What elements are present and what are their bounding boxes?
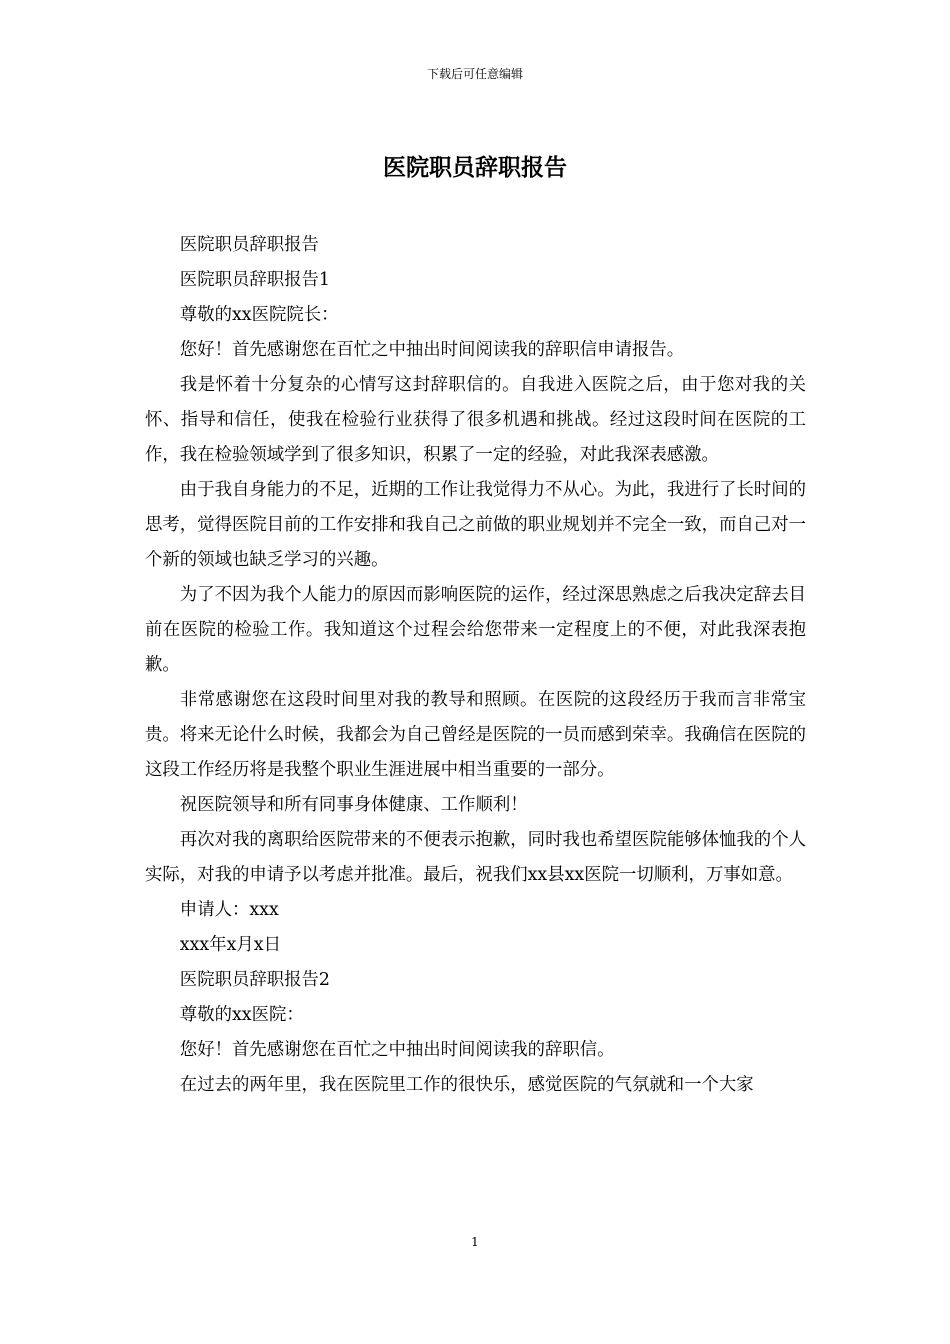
paragraph-section-1-title: 医院职员辞职报告1	[179, 270, 330, 290]
paragraph-body-4: 非常感谢您在这段时间里对我的教导和照顾。在医院的这段经历于我而言非常宝贵。将来无论什么时候，我都会为自己曾经是医院的一员而感到荣幸。我确信在医院的这段工作经历将是我整个职业生涯进展中相当重要的一部分。	[145, 690, 806, 780]
paragraph-body-2: 由于我自身能力的不足，近期的工作让我觉得力不从心。为此，我进行了长时间的思考，觉得医院目前的工作安排和我自己之前做的职业规划并不完全一致，而自己对一个新的领域也缺乏学习的兴趣。	[145, 480, 806, 570]
paragraph-greeting-1: 您好！首先感谢您在百忙之中抽出时间阅读我的辞职信申请报告。	[179, 340, 685, 360]
paragraph-body-5: 在过去的两年里，我在医院里工作的很快乐，感觉医院的气氛就和一个大家	[179, 1075, 754, 1095]
paragraph-body-1: 我是怀着十分复杂的心情写这封辞职信的。自我进入医院之后，由于您对我的关怀、指导和信任，使我在检验行业获得了很多机遇和挑战。经过这段时间在医院的工作，我在检验领域学到了很多知识，积累了一定的经验，对此我深表感激。	[145, 375, 806, 465]
document-title: 医院职员辞职报告	[383, 154, 567, 181]
page-number: 1	[471, 1235, 479, 1249]
paragraph-heading: 医院职员辞职报告	[179, 235, 319, 255]
paragraph-salutation-2: 尊敬的xx医院：	[179, 1005, 304, 1025]
paragraph-greeting-2: 您好！首先感谢您在百忙之中抽出时间阅读我的辞职信。	[179, 1040, 615, 1060]
page-header-note: 下载后可任意编辑	[426, 67, 523, 81]
paragraph-date: xxx年x月x日	[179, 935, 282, 955]
paragraph-wishes: 祝医院领导和所有同事身体健康、工作顺利！	[179, 795, 528, 815]
paragraph-applicant: 申请人：xxx	[179, 900, 279, 920]
paragraph-closing: 再次对我的离职给医院带来的不便表示抱歉，同时我也希望医院能够体恤我的个人实际，对我的申请予以考虑并批准。最后，祝我们xx县xx医院一切顺利，万事如意。	[145, 830, 806, 885]
paragraph-section-2-title: 医院职员辞职报告2	[179, 970, 330, 990]
paragraph-salutation-1: 尊敬的xx医院院长：	[179, 305, 339, 325]
paragraph-body-3: 为了不因为我个人能力的原因而影响医院的运作，经过深思熟虑之后我决定辞去目前在医院的检验工作。我知道这个过程会给您带来一定程度上的不便，对此我深表抱歉。	[145, 585, 806, 675]
document-body	[145, 228, 806, 1103]
